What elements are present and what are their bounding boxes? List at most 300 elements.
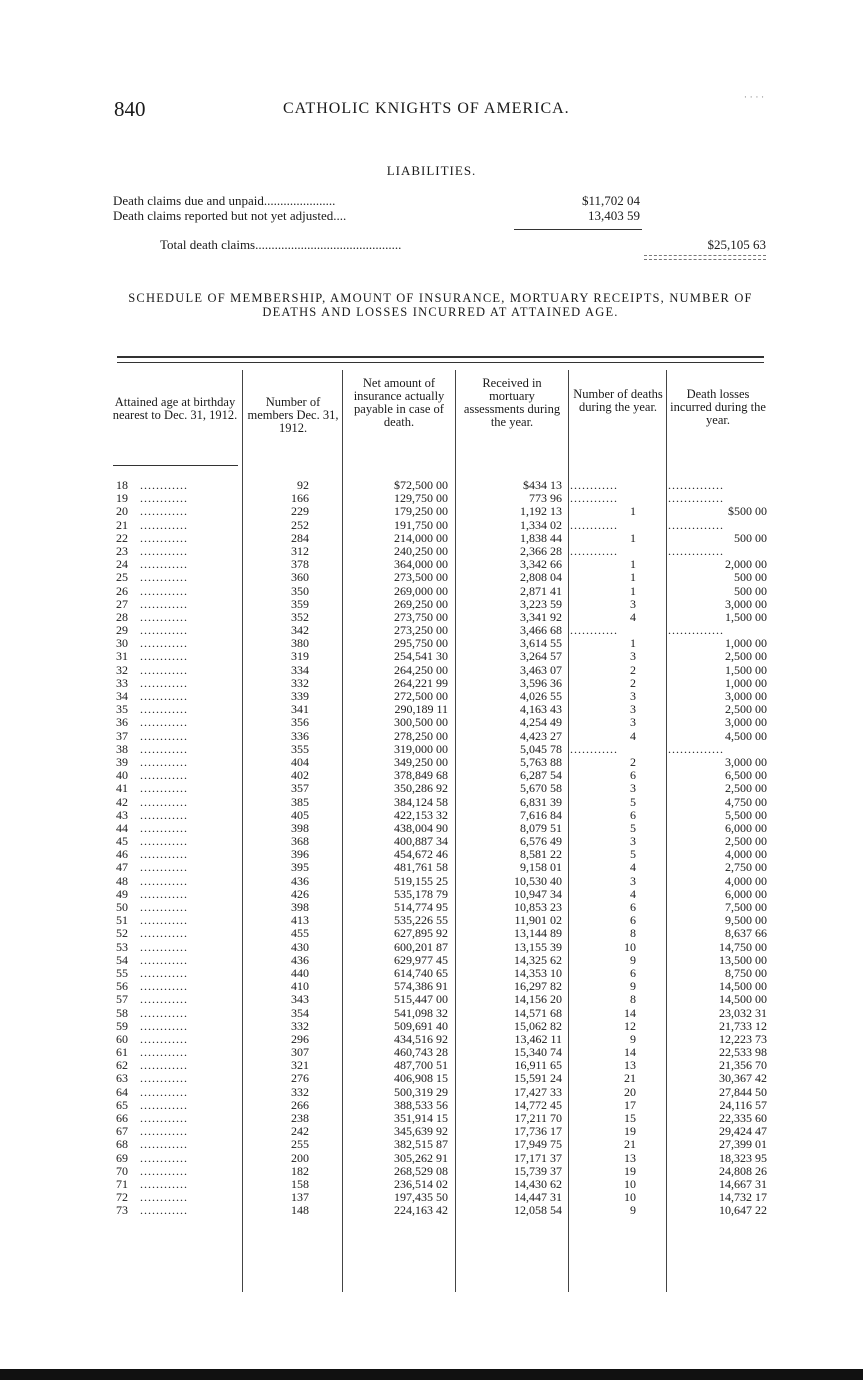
row-insurance: 273,500 00	[394, 570, 448, 585]
table-row	[0, 664, 863, 677]
row-members: 436	[291, 873, 309, 888]
row-losses: 7,500 00	[725, 900, 767, 914]
row-age: 55	[116, 965, 128, 980]
row-deaths: 13	[624, 1150, 636, 1165]
row-insurance: 278,250 00	[394, 728, 448, 743]
row-members: 341	[291, 702, 309, 717]
row-insurance: 351,914 15	[394, 1111, 448, 1125]
header-deaths: Number of deaths during the year.	[573, 387, 663, 414]
row-leader-dots: ............	[140, 1111, 188, 1125]
row-received: 6,287 54	[520, 768, 562, 783]
row-received: 11,901 02	[514, 913, 562, 928]
row-losses: 18,323 95	[719, 1150, 767, 1165]
row-received: 2,366 28	[520, 543, 562, 558]
row-deaths: 3	[630, 596, 636, 611]
table-row	[0, 571, 863, 584]
row-members: 319	[291, 649, 309, 664]
row-leader-dots: ............	[140, 1190, 188, 1205]
row-deaths: 4	[630, 886, 636, 901]
row-members: 229	[291, 504, 309, 519]
row-leader-dots: ............	[140, 847, 188, 862]
table-row	[0, 993, 863, 1006]
row-insurance: 305,262 91	[394, 1150, 448, 1165]
row-age: 67	[116, 1124, 128, 1139]
row-age: 32	[116, 662, 128, 677]
row-leader-dots: ............	[140, 965, 188, 980]
row-leader-dots: ............	[140, 754, 188, 769]
row-losses: 22,335 60	[719, 1111, 767, 1125]
row-age: 69	[116, 1150, 128, 1165]
row-received: 4,254 49	[520, 715, 562, 730]
row-deaths: 2	[630, 675, 636, 690]
row-age: 20	[116, 504, 128, 519]
row-members: 405	[291, 807, 309, 822]
row-deaths: 5	[630, 847, 636, 862]
table-row	[0, 1086, 863, 1099]
table-row	[0, 1007, 863, 1020]
row-members: 356	[291, 715, 309, 730]
row-deaths: 1	[630, 570, 636, 585]
row-losses: 30,367 42	[719, 1071, 767, 1086]
row-age: 68	[116, 1137, 128, 1152]
row-leader-dots: ............	[140, 1150, 188, 1165]
row-received: 14,325 62	[514, 952, 562, 967]
row-received: 3,463 07	[520, 662, 562, 677]
row-age: 30	[116, 636, 128, 651]
row-insurance: 422,153 32	[394, 807, 448, 822]
row-leader-dots: ............	[140, 530, 188, 545]
row-received: 13,144 89	[514, 926, 562, 941]
row-insurance: 460,743 28	[394, 1045, 448, 1060]
row-losses: 500 00	[734, 530, 767, 545]
row-members: 332	[291, 675, 309, 690]
row-losses: ..............	[668, 742, 724, 756]
table-row	[0, 861, 863, 874]
row-leader-dots: ............	[140, 741, 188, 756]
row-age: 37	[116, 728, 128, 743]
row-members: 378	[291, 557, 309, 572]
row-insurance: 438,004 90	[394, 820, 448, 835]
row-age: 18	[116, 478, 128, 492]
header-received: Received in mortuary assessments during the year.	[463, 376, 561, 429]
row-age: 70	[116, 1163, 128, 1178]
row-received: 3,466 68	[520, 623, 562, 638]
row-received: 15,591 24	[514, 1071, 562, 1086]
row-leader-dots: ............	[140, 886, 188, 901]
row-leader-dots: ............	[140, 860, 188, 875]
row-leader-dots: ............	[140, 820, 188, 835]
liability-subtotal-rule	[514, 229, 642, 230]
row-leader-dots: ............	[140, 491, 188, 506]
row-members: 276	[291, 1071, 309, 1086]
row-received: 7,616 84	[520, 807, 562, 822]
row-age: 64	[116, 1084, 128, 1099]
row-received: 15,739 37	[514, 1163, 562, 1178]
header-underline	[113, 465, 238, 466]
row-age: 43	[116, 807, 128, 822]
row-age: 23	[116, 543, 128, 558]
row-insurance: 197,435 50	[394, 1190, 448, 1205]
row-deaths: 1	[630, 583, 636, 598]
row-losses: 21,356 70	[719, 1058, 767, 1073]
row-losses: 14,732 17	[719, 1190, 767, 1205]
row-members: 404	[291, 754, 309, 769]
row-deaths: 5	[630, 820, 636, 835]
row-losses: 4,000 00	[725, 873, 767, 888]
row-deaths: 4	[630, 728, 636, 743]
row-losses: $500 00	[728, 504, 767, 519]
row-deaths: 1	[630, 530, 636, 545]
row-losses: 3,000 00	[725, 596, 767, 611]
row-insurance: 264,250 00	[394, 662, 448, 677]
row-deaths: 21	[624, 1137, 636, 1152]
row-age: 19	[116, 491, 128, 506]
row-insurance: 191,750 00	[394, 517, 448, 532]
row-deaths: 3	[630, 649, 636, 664]
row-received: 14,447 31	[514, 1190, 562, 1205]
row-received: 1,838 44	[520, 530, 562, 545]
row-age: 39	[116, 754, 128, 769]
row-members: 350	[291, 583, 309, 598]
row-insurance: 509,691 40	[394, 1018, 448, 1033]
row-leader-dots: ............	[140, 623, 188, 638]
row-received: 10,853 23	[514, 900, 562, 914]
row-insurance: 350,286 92	[394, 781, 448, 796]
row-insurance: 384,124 58	[394, 794, 448, 809]
row-deaths: 4	[630, 609, 636, 624]
row-received: 13,462 11	[514, 1031, 562, 1046]
row-leader-dots: ............	[140, 900, 188, 914]
table-row	[0, 927, 863, 940]
scan-bottom-border	[0, 1369, 863, 1380]
row-leader-dots: ............	[140, 675, 188, 690]
row-losses: ..............	[668, 479, 724, 492]
row-members: 339	[291, 689, 309, 703]
row-deaths: ............	[570, 544, 618, 558]
row-deaths: 13	[624, 1058, 636, 1073]
row-members: 398	[291, 900, 309, 914]
row-members: 238	[291, 1111, 309, 1125]
row-age: 71	[116, 1176, 128, 1191]
row-losses: ..............	[668, 624, 724, 638]
row-insurance: 600,201 87	[394, 939, 448, 954]
table-row	[0, 598, 863, 611]
row-insurance: 129,750 00	[394, 491, 448, 506]
row-deaths: 3	[630, 689, 636, 703]
row-insurance: 273,750 00	[394, 609, 448, 624]
row-received: 16,297 82	[514, 979, 562, 994]
row-deaths: 14	[624, 1005, 636, 1020]
row-leader-dots: ............	[140, 517, 188, 532]
row-received: 2,808 04	[520, 570, 562, 585]
table-row	[0, 1165, 863, 1178]
row-received: 16,911 65	[514, 1058, 562, 1073]
row-insurance: 300,500 00	[394, 715, 448, 730]
row-received: 3,223 59	[520, 596, 562, 611]
row-losses: ..............	[668, 492, 724, 506]
row-received: 773 96	[529, 491, 562, 506]
row-deaths: 10	[624, 939, 636, 954]
row-insurance: 269,250 00	[394, 596, 448, 611]
row-members: 354	[291, 1005, 309, 1020]
table-row	[0, 954, 863, 967]
row-losses: 500 00	[734, 583, 767, 598]
row-leader-dots: ............	[140, 926, 188, 941]
row-members: 255	[291, 1137, 309, 1152]
row-leader-dots: ............	[140, 979, 188, 994]
row-insurance: 535,226 55	[394, 913, 448, 928]
row-age: 34	[116, 689, 128, 703]
row-insurance: 519,155 25	[394, 873, 448, 888]
row-losses: 13,500 00	[719, 952, 767, 967]
row-leader-dots: ............	[140, 1097, 188, 1112]
row-members: 380	[291, 636, 309, 651]
row-deaths: 1	[630, 557, 636, 572]
row-losses: 2,500 00	[725, 781, 767, 796]
row-insurance: 514,774 95	[394, 900, 448, 914]
row-age: 58	[116, 1005, 128, 1020]
row-age: 65	[116, 1097, 128, 1112]
row-deaths: 3	[630, 834, 636, 849]
row-age: 27	[116, 596, 128, 611]
row-age: 72	[116, 1190, 128, 1205]
row-members: 332	[291, 1084, 309, 1099]
row-deaths: 8	[630, 992, 636, 1007]
row-insurance: 614,740 65	[394, 965, 448, 980]
row-members: 357	[291, 781, 309, 796]
row-received: 6,831 39	[520, 794, 562, 809]
schedule-title: SCHEDULE OF MEMBERSHIP, AMOUNT OF INSURANCE, MORTUARY RECEIPTS, NUMBER OF DEATHS AND LOSSES INCURRED AT ATTAINED AGE.	[128, 291, 753, 319]
row-leader-dots: ............	[140, 504, 188, 519]
row-received: 3,341 92	[520, 609, 562, 624]
row-members: 455	[291, 926, 309, 941]
header-insurance: Net amount of insurance actually payable in case of death.	[353, 376, 445, 429]
row-age: 52	[116, 926, 128, 941]
row-members: 426	[291, 886, 309, 901]
row-deaths: 14	[624, 1045, 636, 1060]
row-deaths: ............	[570, 492, 618, 506]
row-age: 35	[116, 702, 128, 717]
row-received: 13,155 39	[514, 939, 562, 954]
row-leader-dots: ............	[140, 715, 188, 730]
row-age: 63	[116, 1071, 128, 1086]
row-leader-dots: ............	[140, 1045, 188, 1060]
row-losses: 5,500 00	[725, 807, 767, 822]
row-age: 61	[116, 1045, 128, 1060]
row-age: 60	[116, 1031, 128, 1046]
row-deaths: 3	[630, 873, 636, 888]
row-deaths: 17	[624, 1097, 636, 1112]
row-deaths: 1	[630, 504, 636, 519]
table-row	[0, 505, 863, 518]
total-rule	[644, 255, 766, 256]
row-members: 200	[291, 1150, 309, 1165]
row-losses: 1,000 00	[725, 675, 767, 690]
row-deaths: 15	[624, 1111, 636, 1125]
row-insurance: 406,908 15	[394, 1071, 448, 1086]
row-leader-dots: ............	[140, 834, 188, 849]
row-age: 24	[116, 557, 128, 572]
row-members: 242	[291, 1124, 309, 1139]
row-insurance: $72,500 00	[394, 478, 448, 492]
table-row	[0, 730, 863, 743]
row-age: 38	[116, 741, 128, 756]
table-row	[0, 796, 863, 809]
row-leader-dots: ............	[140, 781, 188, 796]
row-insurance: 541,098 32	[394, 1005, 448, 1020]
row-insurance: 295,750 00	[394, 636, 448, 651]
row-insurance: 487,700 51	[394, 1058, 448, 1073]
table-top-rule	[117, 356, 764, 358]
row-members: 182	[291, 1163, 309, 1178]
row-losses: 27,844 50	[719, 1084, 767, 1099]
liability-amount-1: $11,702 04	[581, 193, 640, 208]
row-members: 359	[291, 596, 309, 611]
row-members: 321	[291, 1058, 309, 1073]
row-losses: 8,637 66	[725, 926, 767, 941]
row-age: 45	[116, 834, 128, 849]
row-deaths: 6	[630, 900, 636, 914]
row-age: 40	[116, 768, 128, 783]
row-members: 413	[291, 913, 309, 928]
row-deaths: 9	[630, 979, 636, 994]
row-age: 50	[116, 900, 128, 914]
row-insurance: 382,515 87	[394, 1137, 448, 1152]
row-members: 385	[291, 794, 309, 809]
liability-label-1: Death claims due and unpaid......................	[113, 193, 336, 208]
row-received: 17,949 75	[514, 1137, 562, 1152]
row-age: 26	[116, 583, 128, 598]
row-members: 252	[291, 517, 309, 532]
row-deaths: 3	[630, 702, 636, 717]
row-losses: 2,500 00	[725, 702, 767, 717]
row-losses: 24,116 57	[719, 1097, 767, 1112]
row-leader-dots: ............	[140, 1071, 188, 1086]
row-received: 17,211 70	[514, 1111, 562, 1125]
table-row	[0, 1020, 863, 1033]
header-losses: Death losses incurred during the year.	[670, 387, 766, 427]
row-members: 440	[291, 965, 309, 980]
row-insurance: 240,250 00	[394, 543, 448, 558]
row-losses: 24,808 26	[719, 1163, 767, 1178]
row-age: 25	[116, 570, 128, 585]
row-losses: 500 00	[734, 570, 767, 585]
row-insurance: 179,250 00	[394, 504, 448, 519]
row-age: 59	[116, 1018, 128, 1033]
liability-label-2: Death claims reported but not yet adjusted....	[113, 208, 347, 223]
row-losses: 2,750 00	[725, 860, 767, 875]
row-received: 2,871 41	[520, 583, 562, 598]
row-age: 21	[116, 517, 128, 532]
row-members: 307	[291, 1045, 309, 1060]
row-insurance: 268,529 08	[394, 1163, 448, 1178]
row-insurance: 272,500 00	[394, 689, 448, 703]
row-losses: ..............	[668, 518, 724, 532]
row-members: 430	[291, 939, 309, 954]
row-leader-dots: ............	[140, 768, 188, 783]
row-insurance: 264,221 99	[394, 675, 448, 690]
row-leader-dots: ............	[140, 1084, 188, 1099]
row-deaths: 19	[624, 1163, 636, 1178]
row-losses: 23,032 31	[719, 1005, 767, 1020]
row-insurance: 574,386 91	[394, 979, 448, 994]
row-deaths: 21	[624, 1071, 636, 1086]
row-leader-dots: ............	[140, 728, 188, 743]
row-insurance: 254,541 30	[394, 649, 448, 664]
row-losses: 27,399 01	[719, 1137, 767, 1152]
row-deaths: 5	[630, 794, 636, 809]
table-row	[0, 519, 863, 532]
row-leader-dots: ............	[140, 689, 188, 703]
table-row	[0, 650, 863, 663]
row-deaths: 10	[624, 1190, 636, 1205]
row-received: 8,581 22	[520, 847, 562, 862]
row-received: 3,342 66	[520, 557, 562, 572]
row-members: 284	[291, 530, 309, 545]
row-insurance: 500,319 29	[394, 1084, 448, 1099]
row-deaths: 3	[630, 781, 636, 796]
row-losses: 6,000 00	[725, 886, 767, 901]
row-received: 14,571 68	[514, 1005, 562, 1020]
row-age: 51	[116, 913, 128, 928]
row-members: 368	[291, 834, 309, 849]
row-age: 22	[116, 530, 128, 545]
row-leader-dots: ............	[140, 1005, 188, 1020]
row-received: 10,947 34	[514, 886, 562, 901]
row-age: 46	[116, 847, 128, 862]
row-insurance: 214,000 00	[394, 530, 448, 545]
row-members: 334	[291, 662, 309, 677]
row-members: 410	[291, 979, 309, 994]
row-deaths: 2	[630, 754, 636, 769]
row-leader-dots: ............	[140, 543, 188, 558]
row-received: 17,427 33	[514, 1084, 562, 1099]
total-amount: $25,105 63	[707, 237, 766, 252]
row-leader-dots: ............	[140, 807, 188, 822]
row-received: 4,163 43	[520, 702, 562, 717]
row-insurance: 364,000 00	[394, 557, 448, 572]
row-leader-dots: ............	[140, 478, 188, 492]
row-members: 92	[297, 478, 309, 492]
row-members: 436	[291, 952, 309, 967]
row-deaths: 6	[630, 768, 636, 783]
running-head: CATHOLIC KNIGHTS OF AMERICA.	[283, 100, 570, 117]
row-age: 57	[116, 992, 128, 1007]
row-losses: 21,733 12	[719, 1018, 767, 1033]
row-members: 402	[291, 768, 309, 783]
row-members: 352	[291, 609, 309, 624]
row-losses: 2,500 00	[725, 834, 767, 849]
row-received: 17,736 17	[514, 1124, 562, 1139]
corner-mark: · · · ·	[744, 93, 765, 103]
row-deaths: 19	[624, 1124, 636, 1139]
row-deaths: 3	[630, 715, 636, 730]
row-members: 266	[291, 1097, 309, 1112]
row-received: 3,264 57	[520, 649, 562, 664]
row-leader-dots: ............	[140, 636, 188, 651]
row-losses: ..............	[668, 544, 724, 558]
row-deaths: 6	[630, 807, 636, 822]
row-age: 31	[116, 649, 128, 664]
row-leader-dots: ............	[140, 1176, 188, 1191]
row-insurance: 454,672 46	[394, 847, 448, 862]
row-losses: 12,223 73	[719, 1031, 767, 1046]
row-age: 54	[116, 952, 128, 967]
row-insurance: 400,887 34	[394, 834, 448, 849]
total-rule-2	[644, 259, 766, 260]
header-members: Number of members Dec. 31, 1912.	[247, 395, 339, 435]
table-row	[0, 941, 863, 954]
